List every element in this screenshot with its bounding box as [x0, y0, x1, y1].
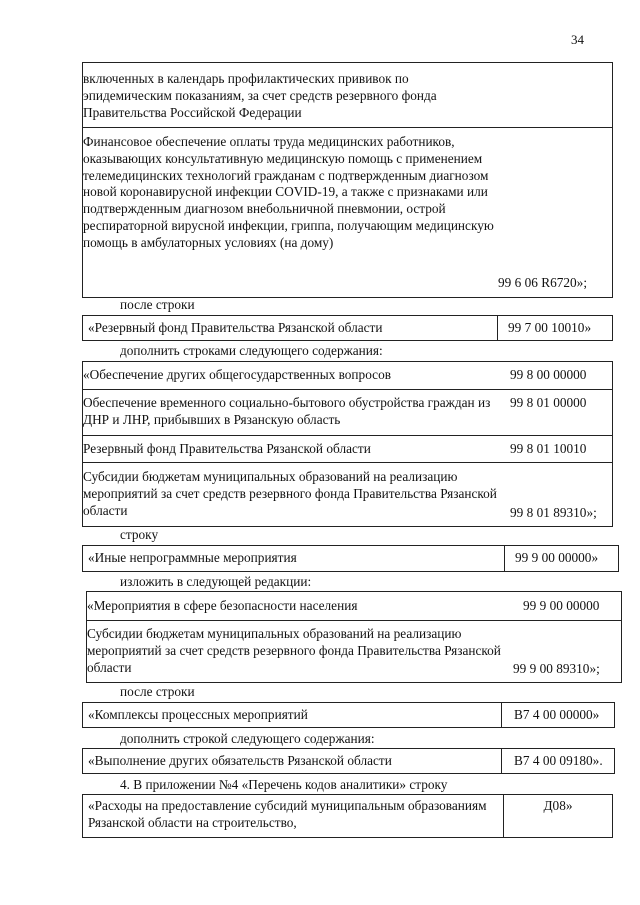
budget-table-5 — [86, 591, 622, 683]
row-code: Д08» — [543, 798, 573, 813]
table-row — [83, 389, 612, 435]
row-name: включенных в календарь профилактических прививок по эпидемическим показаниям, за счет средств резервного фонда Правительства Российской Федерации — [83, 71, 437, 120]
instruction-text: после строки — [120, 684, 195, 699]
row-code: 99 8 00 00000 — [510, 367, 587, 383]
table-row — [83, 63, 612, 127]
instruction-text: дополнить строкой следующего содержания: — [120, 731, 375, 746]
row-name: Обеспечение временного социально-бытового обустройства граждан из ДНР и ЛНР, прибывших в Рязанскую область — [83, 395, 491, 427]
page-number: 34 — [571, 32, 584, 47]
row-name: «Расходы на предоставление субсидий муниципальным образованиям Рязанской области на строительство, — [83, 795, 504, 837]
row-code: В7 4 00 09180». — [514, 752, 603, 768]
budget-table-2 — [82, 315, 613, 341]
budget-table-4 — [82, 545, 619, 572]
row-name: Резервный фонд Правительства Рязанской области — [83, 440, 371, 456]
row-name: «Мероприятия в сфере безопасности населения — [87, 597, 358, 613]
table-row — [87, 592, 621, 620]
instruction-text: дополнить строками следующего содержания: — [120, 343, 383, 358]
table-row — [83, 362, 612, 389]
row-code: 99 9 00 00000 — [523, 597, 600, 613]
instruction-text: после строки — [120, 297, 195, 312]
instruction-text: строку — [120, 527, 159, 542]
row-code: 99 8 01 89310»; — [510, 505, 597, 521]
table-row — [83, 462, 612, 526]
row-code: В7 4 00 00000» — [514, 706, 600, 722]
row-code: 99 9 00 89310»; — [513, 661, 600, 677]
row-name: Субсидии бюджетам муниципальных образований на реализацию мероприятий за счет средств резервного фонда Правительства Рязанской области — [83, 469, 497, 518]
budget-table-1 — [82, 62, 613, 298]
row-code: 99 9 00 00000» — [515, 550, 599, 566]
row-name: «Выполнение других обязательств Рязанской области — [83, 749, 502, 773]
section-heading: 4. В приложении №4 «Перечень кодов аналитики» строку — [120, 777, 448, 792]
row-code: 99 6 06 R6720»; — [498, 275, 588, 291]
row-name: Субсидии бюджетам муниципальных образований на реализацию мероприятий за счет средств резервного фонда Правительства Рязанской области — [87, 626, 501, 675]
row-name: Финансовое обеспечение оплаты труда медицинских работников, оказывающих консультативную медицинскую помощь с применением телемедицинских технологий гражданам с подтвержденным диагнозом новой коронавирусной инфекции COVID-19, а также с признаками или подтвержденным диагнозом внебольничной пневмонии, острой респираторной вирусной инфекции, гриппа, получающим медицинскую помощь в амбулаторных условиях (на дому) — [83, 134, 494, 250]
row-name: «Иные непрограммные мероприятия — [83, 546, 505, 571]
row-code: 99 8 01 00000 — [510, 395, 587, 410]
table-row — [83, 435, 612, 462]
table-row — [87, 620, 621, 682]
budget-table-8 — [82, 794, 613, 838]
row-name: «Комплексы процессных мероприятий — [83, 703, 502, 727]
budget-table-6 — [82, 702, 615, 728]
table-row — [83, 127, 612, 297]
row-name: «Резервный фонд Правительства Рязанской области — [83, 316, 498, 340]
budget-table-7 — [82, 748, 615, 774]
budget-table-3 — [82, 361, 613, 527]
row-code: 99 8 01 10010 — [510, 440, 587, 456]
row-code: 99 7 00 10010» — [508, 319, 592, 335]
instruction-text: изложить в следующей редакции: — [120, 574, 312, 589]
row-name: «Обеспечение других общегосударственных вопросов — [83, 367, 392, 383]
